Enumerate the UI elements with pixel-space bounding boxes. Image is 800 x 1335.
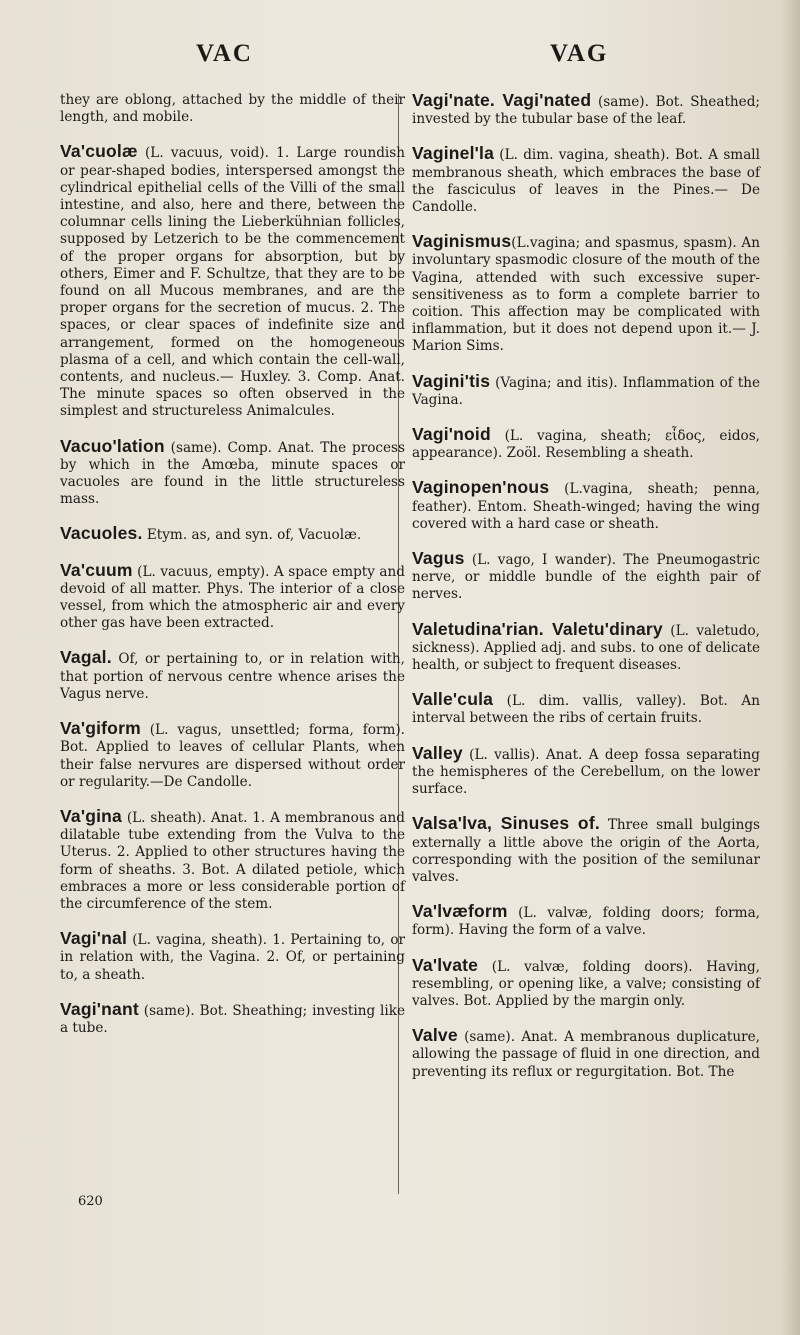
entry-definition: (same). Bot. Sheathing; investing like a tube. <box>60 1002 405 1036</box>
entry-definition: (L. valvæ, folding doors; forma, form). Having the form of a valve. <box>412 905 760 939</box>
entry-headword: Vaginopen'nous <box>412 477 550 498</box>
dictionary-entry <box>60 525 405 544</box>
entry-definition: (L. sheath). Anat. 1. A membranous and dilatable tube extending from the Vulva to the Uterus. 2. Applied to other structures having the form of sheaths. 3. Bot. A dilated petiole, which embraces a more or less considerable portion of the circumference of the stem. <box>60 809 405 912</box>
entry-definition: (L.vagina, sheath; penna, feather). Entom. Sheath-winged; having the wing covered with a hard case or sheath. <box>412 481 760 532</box>
entry-headword: Valley <box>412 742 463 763</box>
dictionary-entry <box>412 426 760 462</box>
dictionary-entry <box>412 815 760 886</box>
running-head-left: VAC <box>196 40 253 67</box>
entry-definition: (same). Comp. Anat. The process by which in the Amœba, minute spaces or vacuoles are found in the little structureless mass. <box>60 439 405 508</box>
dictionary-entry <box>412 92 760 128</box>
dictionary-entry <box>60 720 405 791</box>
entry-definition: Of, or pertaining to, or in relation with, that portion of nervous centre whence arises the Vagus nerve. <box>60 651 405 702</box>
entry-headword: Vagi'noid <box>412 424 491 445</box>
entry-headword: Va'lvæform <box>412 901 508 922</box>
dictionary-entry <box>60 92 405 126</box>
entry-definition: Etym. as, and syn. of, Vacuolæ. <box>142 527 362 544</box>
entry-headword: Va'giform <box>60 718 141 739</box>
entry-definition: (same). Bot. Sheathed; invested by the tubular base of the leaf. <box>412 94 761 128</box>
entry-headword: Vagus <box>412 548 465 569</box>
dictionary-entry <box>60 143 405 420</box>
entry-definition: (L. vacuus, void). 1. Large roundish or pear-shaped bodies, interspersed amongst the cylindrical epithelial cells of the Villi of the small intestine, and also, here and there, between the columnar cells lining the Lieberkühnian follicles, supposed by Letzerich to be the commencement of the proper organs for absorption, but by others, Eimer and F. Schultze, that they are to be found on all Mucous membranes, and are the proper organs for the secretion of mucus. 2. The spaces, or clear spaces of indefinite size and arrangement, formed on the homogeneous plasma of a cell, and which contain the cell-wall, contents, and nucleus.— Huxley. 3. Comp. Anat. The minute spaces so often observed in the simplest and structureless Animalcules. <box>60 145 405 420</box>
entry-headword: Vagi'nate. Vagi'nated <box>412 90 592 110</box>
entry-headword: Vagini'tis <box>412 370 491 391</box>
page-header <box>0 40 800 80</box>
entry-headword: Vagi'nant <box>60 998 139 1019</box>
dictionary-entry <box>60 649 405 703</box>
entry-definition: (Vagina; and itis). Inflammation of the Vagina. <box>412 374 760 408</box>
dictionary-entry <box>412 479 760 533</box>
right-column <box>412 92 760 1098</box>
entry-definition: (L. dim. vallis, valley). Bot. An interval between the ribs of certain fruits. <box>412 693 760 727</box>
dictionary-entry <box>60 435 405 509</box>
entry-definition: (L.vagina; and spasmus, spasm). An involuntary spasmodic closure of the mouth of the Vagina, attended with such excessive super-sensitiveness as to form a complete barrier to coition. This affection may be complicated with inflammation, but it does not depend upon it.— J. Marion Sims. <box>412 235 760 355</box>
dictionary-entry <box>412 954 760 1011</box>
left-column <box>60 92 405 1054</box>
entry-definition: (L. vacuus, empty). A space empty and devoid of all matter. Phys. The interior of a close vessel, from which the atmospheric air and every other gas have been extracted. <box>60 563 405 632</box>
entry-headword: Va'cuolæ <box>60 141 138 162</box>
entry-headword: Valve <box>412 1025 458 1046</box>
dictionary-entry <box>60 998 405 1037</box>
entry-definition: (L. vallis). Anat. A deep fossa separating the hemispheres of the Cerebellum, on the lower surface. <box>412 746 760 798</box>
entry-headword: Vacuoles. <box>60 523 143 544</box>
dictionary-entry <box>412 618 760 675</box>
page-edge-shadow <box>782 0 800 1335</box>
entry-headword: Valsa'lva, Sinuses of. <box>412 813 600 834</box>
entry-definition: (same). Anat. A membranous duplicature, allowing the passage of fluid in one direction, and preventing its reflux or regurgitation. Bot. The <box>412 1029 760 1080</box>
dictionary-entry <box>412 233 760 355</box>
entry-headword: Vaginismus <box>412 231 512 252</box>
page-number: 620 <box>78 1194 103 1209</box>
dictionary-entry <box>60 805 405 913</box>
dictionary-entry <box>412 1027 760 1081</box>
dictionary-entry <box>412 550 760 604</box>
entry-definition: (L. vagina, sheath; εἶδος, eidos, appearance). Zoöl. Resembling a sheath. <box>412 428 760 462</box>
entry-headword: Vagi'nal <box>60 928 128 949</box>
entry-headword: Va'lvate <box>412 954 479 975</box>
entry-definition: (L. vagus, unsettled; forma, form). Bot. Applied to leaves of cellular Plants, when their false nervures are dispersed without order or regularity.—De Candolle. <box>60 722 405 790</box>
entry-headword: Valle'cula <box>412 689 494 710</box>
dictionary-entry <box>412 691 760 727</box>
entry-definition: Three small bulgings externally a little above the origin of the Aorta, corresponding with the position of the semilunar valves. <box>412 817 761 885</box>
entry-headword: Va'gina <box>60 805 122 826</box>
entry-headword: Va'cuum <box>60 559 133 580</box>
entry-definition: (L. valetudo, sickness). Applied adj. and subs. to one of delicate health, or subject to frequent diseases. <box>412 622 760 674</box>
entry-headword: Vacuo'lation <box>60 435 165 456</box>
dictionary-entry <box>412 903 760 939</box>
dictionary-entry <box>412 145 760 216</box>
dictionary-entry <box>60 930 405 984</box>
entry-headword: Vaginel'la <box>412 143 495 164</box>
entry-headword: Valetudina'rian. Valetu'dinary <box>412 618 663 639</box>
entry-headword: Vagal. <box>60 647 112 668</box>
entry-definition: (L. valvæ, folding doors). Having, resembling, or opening like, a valve; consisting of valves. Bot. Applied by the margin only. <box>412 958 760 1009</box>
dictionary-entry <box>412 370 760 409</box>
dictionary-entry <box>412 742 760 799</box>
running-head-right: VAG <box>550 40 609 67</box>
entry-definition: (L. dim. vagina, sheath). Bot. A small membranous sheath, which embraces the base of the fasciculus of leaves in the Pines.— De Candolle. <box>412 147 760 216</box>
dictionary-entry <box>60 559 405 633</box>
entry-definition: they are oblong, attached by the middle of their length, and mobile. <box>60 92 405 126</box>
entry-definition: (L. vagina, sheath). 1. Pertaining to, or in relation with, the Vagina. 2. Of, or pertaining to, a sheath. <box>60 932 405 983</box>
entry-definition: (L. vago, I wander). The Pneumogastric nerve, or middle bundle of the eighth pair of nerves. <box>412 552 760 603</box>
